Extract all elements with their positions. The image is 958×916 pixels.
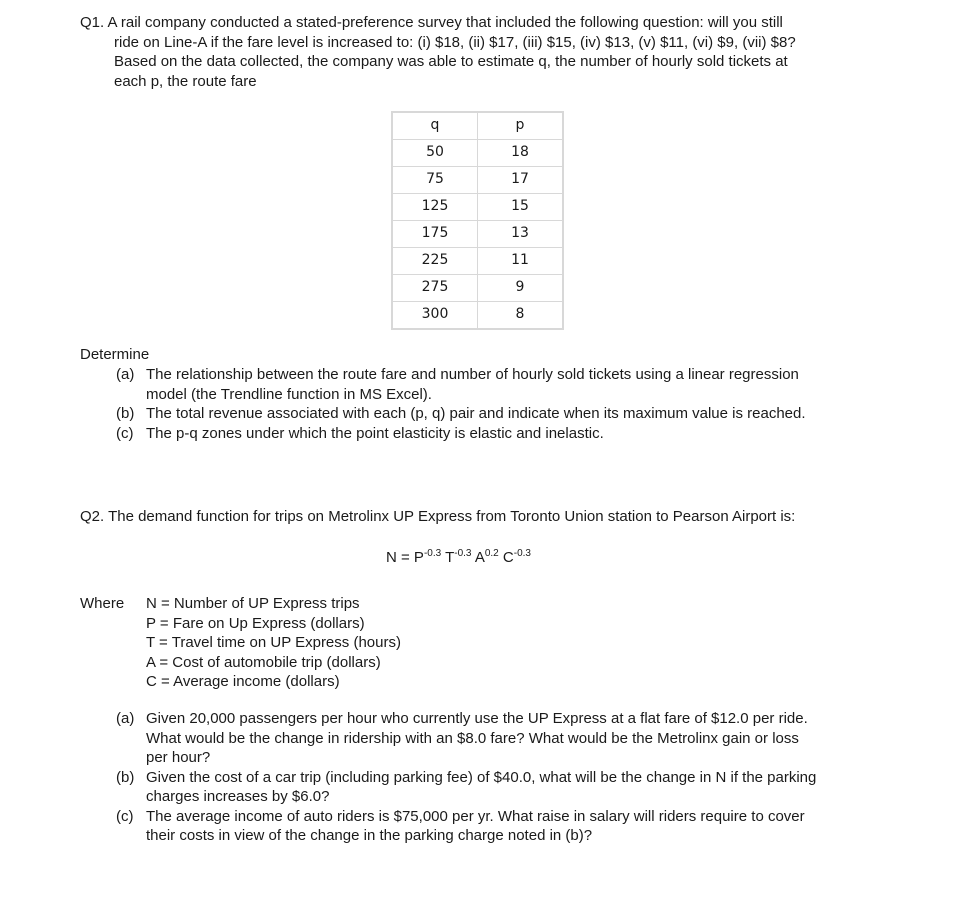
q1-line-1: Q1. A rail company conducted a stated-preference survey that included the following question: will you still [80,14,783,31]
cell-q: 275 [392,275,478,302]
item-marker: (a) [116,710,135,727]
item-marker: (a) [116,366,135,383]
item-marker: (c) [116,807,134,825]
header-q: q [392,112,478,140]
q2-task-list [116,709,876,846]
variable-definitions [146,594,401,692]
q1-line-2: ride on Line-A if the fare level is increased to: (i) $18, (ii) $17, (iii) $15, (iv) $13, (v) $11, (vi) $9, (vii) $8? [114,33,796,51]
table-row [392,302,563,330]
cell-p: 11 [478,248,564,275]
header-p: p [478,112,564,140]
item-text: The p-q zones under which the point elasticity is elastic and inelastic. [146,424,604,442]
definition-c: C = Average income (dollars) [146,673,340,690]
list-item [116,768,876,807]
cell-q: 175 [392,221,478,248]
formula-c: C [502,549,514,566]
item-marker: (c) [116,424,134,442]
list-item [116,709,876,768]
list-item [116,424,876,444]
item-text [146,807,876,846]
item-text [146,768,876,807]
cell-p: 15 [478,194,564,221]
table-row [392,221,563,248]
formula-a: A [474,549,485,566]
cell-q: 225 [392,248,478,275]
table-row [392,194,563,221]
definition-n: N = Number of UP Express trips [146,595,360,612]
determine-heading: Determine [80,346,150,363]
formula-exp-p: -0.3 [423,548,442,559]
list-item [116,404,876,424]
item-marker: (b) [116,768,135,786]
q-p-table-container [391,111,564,330]
cell-p: 17 [478,167,564,194]
table-row [392,248,563,275]
cell-p: 18 [478,140,564,167]
item-text: The total revenue associated with each (p, q) pair and indicate when its maximum value is reached. [146,405,806,422]
item-line: model (the Trendline function in MS Excel). [146,385,432,403]
demand-formula [386,548,531,568]
item-line: The average income of auto riders is $75,000 per yr. What raise in salary will riders require to cover [146,807,805,825]
table-row [392,275,563,302]
cell-p: 8 [478,302,564,330]
item-marker: (b) [116,405,135,422]
item-line: per hour? [146,749,211,766]
q2-title: Q2. The demand function for trips on Metrolinx UP Express from Toronto Union station to Pearson Airport is: [80,508,796,525]
item-line: Given 20,000 passengers per hour who currently use the UP Express at a flat fare of $12.0 per ride. [146,710,808,727]
item-line: The relationship between the route fare and number of hourly sold tickets using a linear regression [146,366,799,383]
item-line: What would be the change in ridership with an $8.0 fare? What would be the Metrolinx gain or loss [146,729,799,747]
q1-task-list [116,365,876,443]
cell-q: 50 [392,140,478,167]
item-text [146,365,876,404]
formula-exp-c: -0.3 [513,548,531,559]
formula-exp-t: -0.3 [454,548,472,559]
item-line: their costs in view of the change in the parking charge noted in (b)? [146,827,593,844]
cell-p: 9 [478,275,564,302]
table-row [392,140,563,167]
item-line: charges increases by $6.0? [146,788,330,805]
item-text [146,709,876,768]
definition-a: A = Cost of automobile trip (dollars) [146,653,381,671]
q1-line-4: each p, the route fare [114,72,257,90]
formula-exp-a: 0.2 [484,548,499,559]
formula-t: T [445,549,455,566]
table-header-row [392,112,563,140]
table-row [392,167,563,194]
cell-q: 125 [392,194,478,221]
definition-p: P = Fare on Up Express (dollars) [146,614,365,632]
cell-p: 13 [478,221,564,248]
list-item [116,807,876,846]
item-line: Given the cost of a car trip (including parking fee) of $40.0, what will be the change in N if the parking [146,768,817,786]
where-label: Where [80,595,125,612]
formula-lhs: N = P [386,549,424,566]
cell-q: 75 [392,167,478,194]
list-item [116,365,876,404]
q1-line-3: Based on the data collected, the company was able to estimate q, the number of hourly sold tickets at [114,53,788,70]
definition-t: T = Travel time on UP Express (hours) [146,634,401,651]
cell-q: 300 [392,302,478,330]
q1-intro [80,13,860,91]
q-p-table [391,111,564,330]
